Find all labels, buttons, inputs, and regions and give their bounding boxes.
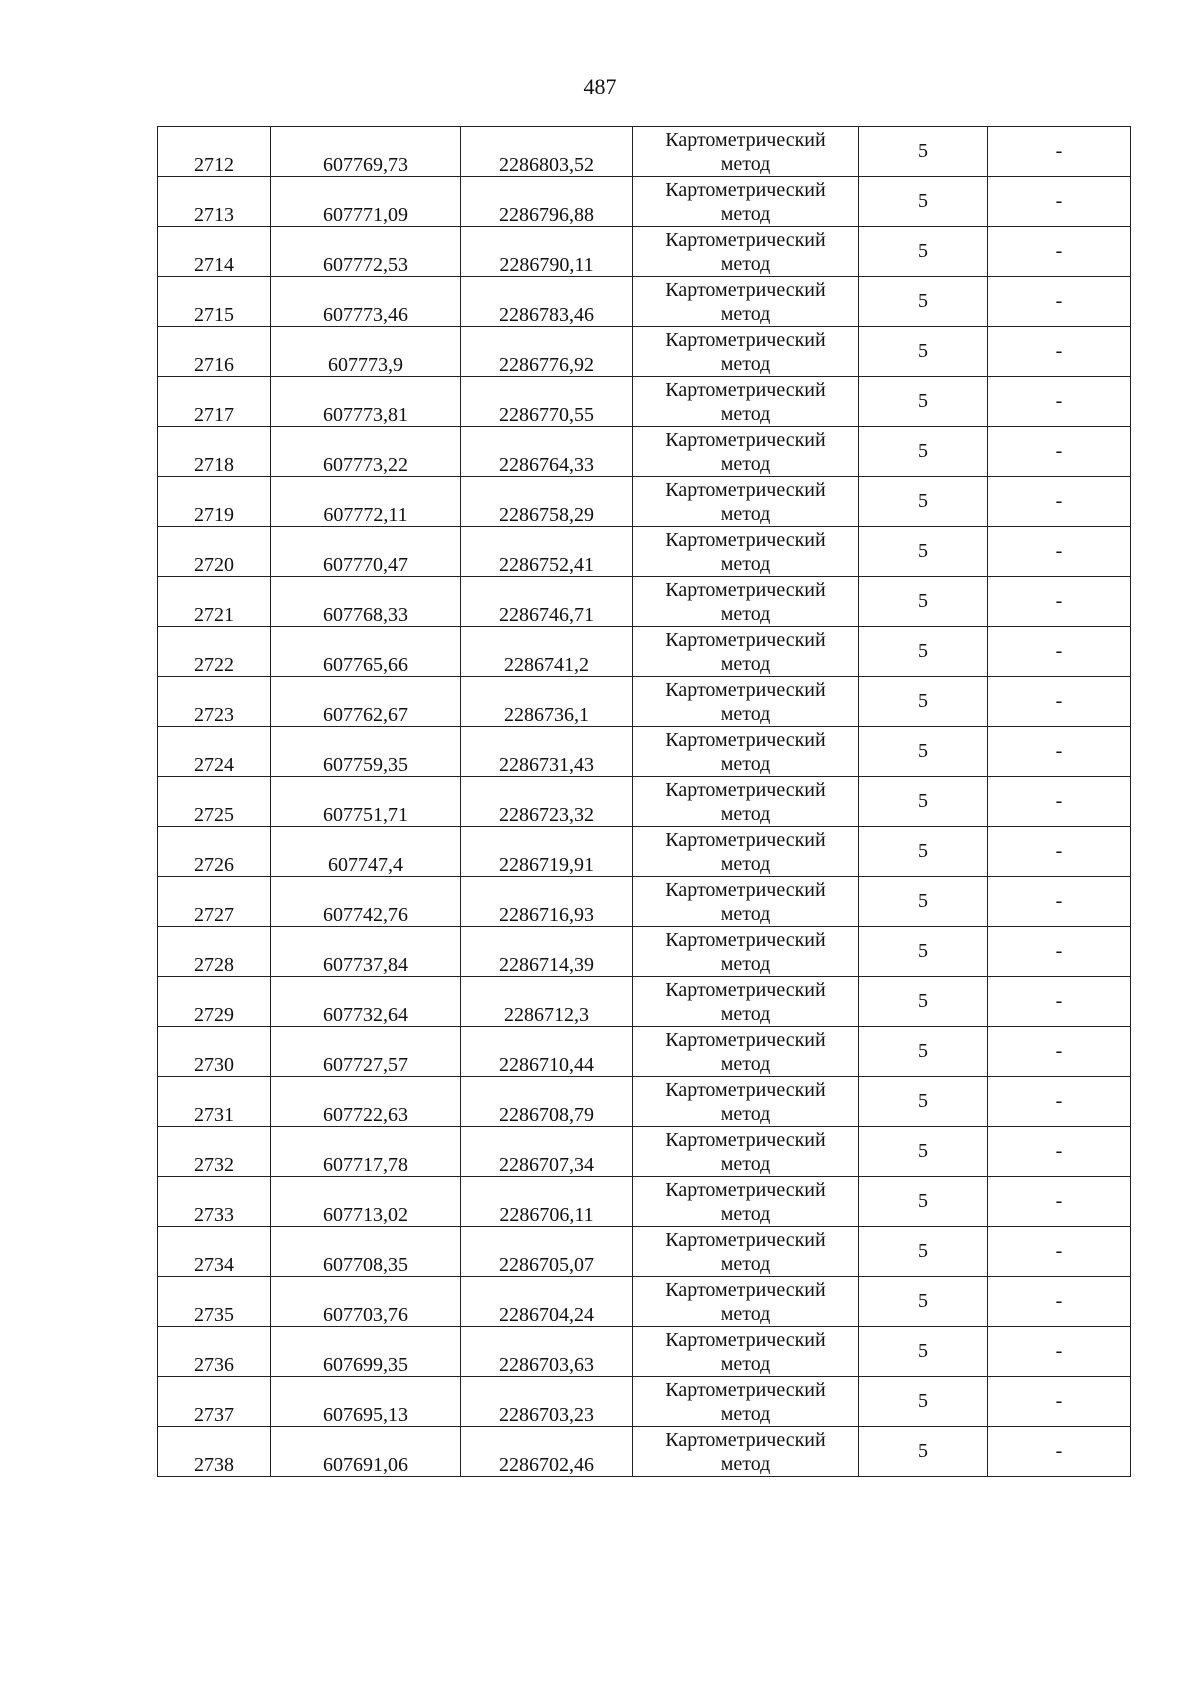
- method-cell: [633, 877, 859, 927]
- note-cell: -: [988, 477, 1131, 527]
- method-cell: [633, 1427, 859, 1477]
- method-line-2: метод: [720, 452, 771, 475]
- accuracy-cell: 5: [859, 1127, 988, 1177]
- method-cell: [633, 1177, 859, 1227]
- point-number-cell: 2734: [158, 1227, 271, 1277]
- table-row: [158, 577, 1131, 627]
- y-coordinate-cell: 2286752,41: [461, 527, 633, 577]
- method-cell: [633, 127, 859, 177]
- note-cell: -: [988, 977, 1131, 1027]
- point-number-cell: 2737: [158, 1377, 271, 1427]
- table-row: [158, 1377, 1131, 1427]
- table-row: [158, 877, 1131, 927]
- note-cell: -: [988, 1077, 1131, 1127]
- x-coordinate-cell: 607699,35: [271, 1327, 461, 1377]
- method-cell: [633, 177, 859, 227]
- method-line-2: метод: [720, 352, 771, 375]
- method-line-1: Картометрический: [665, 478, 826, 501]
- x-coordinate-cell: 607772,53: [271, 227, 461, 277]
- method-cell: [633, 927, 859, 977]
- method-line-2: метод: [720, 702, 771, 725]
- x-coordinate-cell: 607762,67: [271, 677, 461, 727]
- accuracy-cell: 5: [859, 577, 988, 627]
- method-line-2: метод: [720, 302, 771, 325]
- method-line-2: метод: [720, 152, 771, 175]
- x-coordinate-cell: 607768,33: [271, 577, 461, 627]
- y-coordinate-cell: 2286716,93: [461, 877, 633, 927]
- note-cell: -: [988, 1377, 1131, 1427]
- method-line-2: метод: [720, 202, 771, 225]
- method-line-2: метод: [720, 402, 771, 425]
- method-cell: [633, 677, 859, 727]
- point-number-cell: 2715: [158, 277, 271, 327]
- method-cell: [633, 1277, 859, 1327]
- accuracy-cell: 5: [859, 1227, 988, 1277]
- note-cell: -: [988, 327, 1131, 377]
- x-coordinate-cell: 607770,47: [271, 527, 461, 577]
- method-line-1: Картометрический: [665, 528, 826, 551]
- method-line-2: метод: [720, 1452, 771, 1475]
- note-cell: -: [988, 427, 1131, 477]
- point-number-cell: 2738: [158, 1427, 271, 1477]
- point-number-cell: 2719: [158, 477, 271, 527]
- table-row: [158, 277, 1131, 327]
- table-body: [158, 127, 1131, 1477]
- table-row: [158, 377, 1131, 427]
- accuracy-cell: 5: [859, 1327, 988, 1377]
- point-number-cell: 2726: [158, 827, 271, 877]
- method-line-1: Картометрический: [665, 328, 826, 351]
- accuracy-cell: 5: [859, 977, 988, 1027]
- y-coordinate-cell: 2286702,46: [461, 1427, 633, 1477]
- method-cell: [633, 527, 859, 577]
- x-coordinate-cell: 607708,35: [271, 1227, 461, 1277]
- y-coordinate-cell: 2286764,33: [461, 427, 633, 477]
- x-coordinate-cell: 607742,76: [271, 877, 461, 927]
- table-row: [158, 1427, 1131, 1477]
- y-coordinate-cell: 2286746,71: [461, 577, 633, 627]
- method-line-1: Картометрический: [665, 378, 826, 401]
- y-coordinate-cell: 2286741,2: [461, 627, 633, 677]
- method-cell: [633, 1227, 859, 1277]
- method-line-1: Картометрический: [665, 1278, 826, 1301]
- method-line-1: Картометрический: [665, 878, 826, 901]
- method-line-2: метод: [720, 852, 771, 875]
- x-coordinate-cell: 607737,84: [271, 927, 461, 977]
- table-row: [158, 1227, 1131, 1277]
- point-number-cell: 2731: [158, 1077, 271, 1127]
- accuracy-cell: 5: [859, 627, 988, 677]
- note-cell: -: [988, 627, 1131, 677]
- accuracy-cell: 5: [859, 877, 988, 927]
- method-line-1: Картометрический: [665, 678, 826, 701]
- point-number-cell: 2725: [158, 777, 271, 827]
- y-coordinate-cell: 2286723,32: [461, 777, 633, 827]
- point-number-cell: 2712: [158, 127, 271, 177]
- method-line-1: Картометрический: [665, 1028, 826, 1051]
- method-line-2: метод: [720, 602, 771, 625]
- method-cell: [633, 1127, 859, 1177]
- note-cell: -: [988, 777, 1131, 827]
- method-line-1: Картометрический: [665, 828, 826, 851]
- y-coordinate-cell: 2286703,63: [461, 1327, 633, 1377]
- method-cell: [633, 227, 859, 277]
- table-row: [158, 977, 1131, 1027]
- method-line-1: Картометрический: [665, 978, 826, 1001]
- accuracy-cell: 5: [859, 227, 988, 277]
- method-line-1: Картометрический: [665, 928, 826, 951]
- method-line-1: Картометрический: [665, 128, 826, 151]
- note-cell: -: [988, 1327, 1131, 1377]
- coordinates-table: [157, 126, 1131, 1477]
- x-coordinate-cell: 607717,78: [271, 1127, 461, 1177]
- x-coordinate-cell: 607771,09: [271, 177, 461, 227]
- point-number-cell: 2721: [158, 577, 271, 627]
- y-coordinate-cell: 2286803,52: [461, 127, 633, 177]
- y-coordinate-cell: 2286704,24: [461, 1277, 633, 1327]
- method-line-1: Картометрический: [665, 728, 826, 751]
- y-coordinate-cell: 2286714,39: [461, 927, 633, 977]
- y-coordinate-cell: 2286776,92: [461, 327, 633, 377]
- note-cell: -: [988, 577, 1131, 627]
- accuracy-cell: 5: [859, 477, 988, 527]
- method-line-2: метод: [720, 1352, 771, 1375]
- note-cell: -: [988, 927, 1131, 977]
- point-number-cell: 2728: [158, 927, 271, 977]
- table-row: [158, 1327, 1131, 1377]
- y-coordinate-cell: 2286719,91: [461, 827, 633, 877]
- method-line-1: Картометрический: [665, 1328, 826, 1351]
- method-line-1: Картометрический: [665, 1178, 826, 1201]
- method-line-2: метод: [720, 752, 771, 775]
- x-coordinate-cell: 607773,9: [271, 327, 461, 377]
- note-cell: -: [988, 277, 1131, 327]
- point-number-cell: 2732: [158, 1127, 271, 1177]
- method-cell: [633, 477, 859, 527]
- note-cell: -: [988, 677, 1131, 727]
- table-row: [158, 1127, 1131, 1177]
- accuracy-cell: 5: [859, 1077, 988, 1127]
- x-coordinate-cell: 607713,02: [271, 1177, 461, 1227]
- accuracy-cell: 5: [859, 727, 988, 777]
- point-number-cell: 2718: [158, 427, 271, 477]
- table-row: [158, 127, 1131, 177]
- method-line-2: метод: [720, 652, 771, 675]
- y-coordinate-cell: 2286703,23: [461, 1377, 633, 1427]
- note-cell: -: [988, 1177, 1131, 1227]
- x-coordinate-cell: 607727,57: [271, 1027, 461, 1077]
- method-line-2: метод: [720, 552, 771, 575]
- accuracy-cell: 5: [859, 777, 988, 827]
- note-cell: -: [988, 1277, 1131, 1327]
- accuracy-cell: 5: [859, 177, 988, 227]
- x-coordinate-cell: 607751,71: [271, 777, 461, 827]
- y-coordinate-cell: 2286705,07: [461, 1227, 633, 1277]
- accuracy-cell: 5: [859, 377, 988, 427]
- y-coordinate-cell: 2286796,88: [461, 177, 633, 227]
- note-cell: -: [988, 177, 1131, 227]
- method-line-2: метод: [720, 1402, 771, 1425]
- table-row: [158, 177, 1131, 227]
- y-coordinate-cell: 2286790,11: [461, 227, 633, 277]
- method-line-1: Картометрический: [665, 178, 826, 201]
- method-line-2: метод: [720, 1152, 771, 1175]
- table-row: [158, 1277, 1131, 1327]
- method-line-1: Картометрический: [665, 1078, 826, 1101]
- method-cell: [633, 1027, 859, 1077]
- method-line-2: метод: [720, 1252, 771, 1275]
- x-coordinate-cell: 607773,81: [271, 377, 461, 427]
- method-cell: [633, 1327, 859, 1377]
- method-cell: [633, 977, 859, 1027]
- method-cell: [633, 577, 859, 627]
- table-row: [158, 777, 1131, 827]
- accuracy-cell: 5: [859, 927, 988, 977]
- method-cell: [633, 377, 859, 427]
- y-coordinate-cell: 2286770,55: [461, 377, 633, 427]
- y-coordinate-cell: 2286708,79: [461, 1077, 633, 1127]
- point-number-cell: 2724: [158, 727, 271, 777]
- method-cell: [633, 627, 859, 677]
- method-cell: [633, 427, 859, 477]
- y-coordinate-cell: 2286707,34: [461, 1127, 633, 1177]
- method-line-1: Картометрический: [665, 428, 826, 451]
- method-line-1: Картометрический: [665, 278, 826, 301]
- x-coordinate-cell: 607722,63: [271, 1077, 461, 1127]
- method-line-1: Картометрический: [665, 1378, 826, 1401]
- y-coordinate-cell: 2286710,44: [461, 1027, 633, 1077]
- table-row: [158, 927, 1131, 977]
- table-row: [158, 727, 1131, 777]
- method-line-1: Картометрический: [665, 628, 826, 651]
- accuracy-cell: 5: [859, 127, 988, 177]
- note-cell: -: [988, 1427, 1131, 1477]
- point-number-cell: 2735: [158, 1277, 271, 1327]
- point-number-cell: 2727: [158, 877, 271, 927]
- x-coordinate-cell: 607691,06: [271, 1427, 461, 1477]
- note-cell: -: [988, 877, 1131, 927]
- method-cell: [633, 827, 859, 877]
- x-coordinate-cell: 607769,73: [271, 127, 461, 177]
- page-number: 487: [583, 74, 617, 99]
- note-cell: -: [988, 1027, 1131, 1077]
- table-row: [158, 1177, 1131, 1227]
- method-cell: [633, 327, 859, 377]
- method-cell: [633, 777, 859, 827]
- table-row: [158, 1077, 1131, 1127]
- y-coordinate-cell: 2286712,3: [461, 977, 633, 1027]
- x-coordinate-cell: 607747,4: [271, 827, 461, 877]
- table-row: [158, 1027, 1131, 1077]
- method-line-2: метод: [720, 252, 771, 275]
- x-coordinate-cell: 607695,13: [271, 1377, 461, 1427]
- table-row: [158, 477, 1131, 527]
- note-cell: -: [988, 1227, 1131, 1277]
- method-line-2: метод: [720, 1302, 771, 1325]
- table-row: [158, 677, 1131, 727]
- accuracy-cell: 5: [859, 677, 988, 727]
- x-coordinate-cell: 607773,22: [271, 427, 461, 477]
- method-cell: [633, 277, 859, 327]
- method-line-2: метод: [720, 902, 771, 925]
- accuracy-cell: 5: [859, 827, 988, 877]
- method-cell: [633, 1077, 859, 1127]
- method-line-2: метод: [720, 952, 771, 975]
- table-row: [158, 827, 1131, 877]
- point-number-cell: 2729: [158, 977, 271, 1027]
- x-coordinate-cell: 607732,64: [271, 977, 461, 1027]
- accuracy-cell: 5: [859, 1377, 988, 1427]
- note-cell: -: [988, 527, 1131, 577]
- table-row: [158, 327, 1131, 377]
- table-row: [158, 227, 1131, 277]
- method-line-2: метод: [720, 1002, 771, 1025]
- accuracy-cell: 5: [859, 1177, 988, 1227]
- accuracy-cell: 5: [859, 427, 988, 477]
- method-cell: [633, 1377, 859, 1427]
- accuracy-cell: 5: [859, 327, 988, 377]
- x-coordinate-cell: 607759,35: [271, 727, 461, 777]
- note-cell: -: [988, 727, 1131, 777]
- x-coordinate-cell: 607773,46: [271, 277, 461, 327]
- x-coordinate-cell: 607765,66: [271, 627, 461, 677]
- note-cell: -: [988, 227, 1131, 277]
- point-number-cell: 2723: [158, 677, 271, 727]
- y-coordinate-cell: 2286706,11: [461, 1177, 633, 1227]
- note-cell: -: [988, 827, 1131, 877]
- point-number-cell: 2713: [158, 177, 271, 227]
- method-line-2: метод: [720, 1202, 771, 1225]
- accuracy-cell: 5: [859, 1427, 988, 1477]
- y-coordinate-cell: 2286731,43: [461, 727, 633, 777]
- method-line-2: метод: [720, 502, 771, 525]
- accuracy-cell: 5: [859, 1277, 988, 1327]
- method-line-1: Картометрический: [665, 1228, 826, 1251]
- method-line-2: метод: [720, 1052, 771, 1075]
- method-cell: [633, 727, 859, 777]
- method-line-2: метод: [720, 802, 771, 825]
- table-row: [158, 627, 1131, 677]
- point-number-cell: 2716: [158, 327, 271, 377]
- y-coordinate-cell: 2286783,46: [461, 277, 633, 327]
- y-coordinate-cell: 2286758,29: [461, 477, 633, 527]
- x-coordinate-cell: 607772,11: [271, 477, 461, 527]
- method-line-1: Картометрический: [665, 578, 826, 601]
- x-coordinate-cell: 607703,76: [271, 1277, 461, 1327]
- point-number-cell: 2717: [158, 377, 271, 427]
- method-line-1: Картометрический: [665, 778, 826, 801]
- method-line-1: Картометрический: [665, 228, 826, 251]
- accuracy-cell: 5: [859, 1027, 988, 1077]
- point-number-cell: 2722: [158, 627, 271, 677]
- table-row: [158, 527, 1131, 577]
- point-number-cell: 2733: [158, 1177, 271, 1227]
- point-number-cell: 2720: [158, 527, 271, 577]
- method-line-2: метод: [720, 1102, 771, 1125]
- note-cell: -: [988, 127, 1131, 177]
- table-row: [158, 427, 1131, 477]
- point-number-cell: 2730: [158, 1027, 271, 1077]
- note-cell: -: [988, 377, 1131, 427]
- accuracy-cell: 5: [859, 277, 988, 327]
- point-number-cell: 2714: [158, 227, 271, 277]
- method-line-1: Картометрический: [665, 1128, 826, 1151]
- method-line-1: Картометрический: [665, 1428, 826, 1451]
- accuracy-cell: 5: [859, 527, 988, 577]
- point-number-cell: 2736: [158, 1327, 271, 1377]
- note-cell: -: [988, 1127, 1131, 1177]
- y-coordinate-cell: 2286736,1: [461, 677, 633, 727]
